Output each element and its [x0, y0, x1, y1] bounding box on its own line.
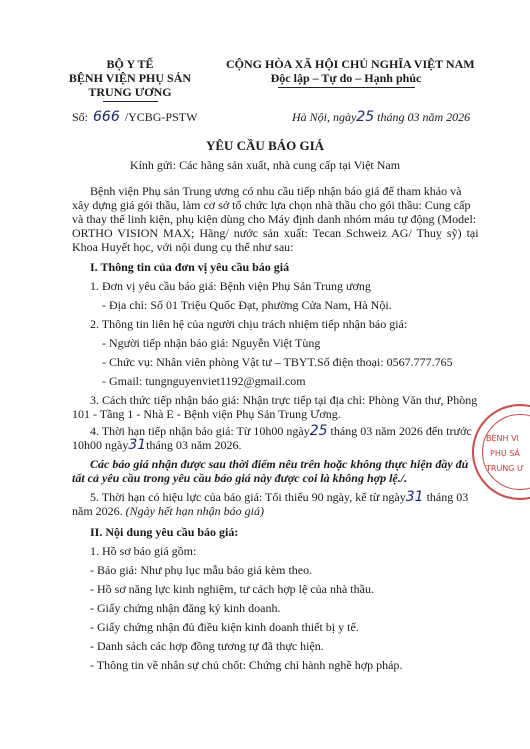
header-left-underline — [103, 101, 158, 102]
section1-item1: 1. Đơn vị yêu cầu báo giá: Bệnh viện Phụ Sản Trung ương — [90, 279, 371, 293]
hospital-name-line1: BỆNH VIỆN PHỤ SẢN — [68, 71, 192, 85]
stamp-text-line2: PHỤ SẢ — [490, 449, 520, 458]
section1-item3-line2: 101 - Tầng 1 - Nhà E - Bệnh viện Phụ Sản Trung Ương. — [72, 407, 341, 421]
handwritten-validity-day: 31 — [405, 489, 424, 505]
handwritten-end-day: 31 — [128, 437, 147, 453]
section2-heading: II. Nội dung yêu cầu báo giá: — [90, 525, 239, 539]
list-item: - Hồ sơ năng lực kinh nghiệm, tư cách hợp lệ của nhà thầu. — [90, 582, 374, 596]
warning-line-2: tất cả yêu cầu trong yêu cầu báo giá này được coi là không hợp lệ./. — [72, 471, 408, 485]
list-item: - Giấy chứng nhận đăng ký kinh doanh. — [90, 601, 281, 615]
document-date: Hà Nội, ngày25 tháng 03 năm 2026 — [292, 109, 471, 125]
section1-item5-line2: năm 2026. (Ngày hết hạn nhận báo giá) — [72, 504, 264, 518]
intro-line-2: xây dựng giá gói thầu, làm cơ sở tổ chức lựa chọn nhà thầu cho gói thầu: Cung cấp — [72, 198, 471, 212]
handwritten-doc-number: 666 — [93, 109, 120, 125]
header-right-underline — [278, 87, 415, 88]
section1-contact-person: - Người tiếp nhận báo giá: Nguyễn Việt Tùng — [102, 336, 321, 350]
addressee: Kính gửi: Các hãng sản xuất, nhà cung cấp tại Việt Nam — [129, 158, 401, 172]
list-item: - Thông tin về nhân sự chủ chốt: Chứng chỉ hành nghề hợp pháp. — [90, 658, 403, 672]
section1-contact-email: - Gmail: tungnguyenviet1192@gmail.com — [102, 374, 306, 388]
stamp-text-line1: BỆNH VI — [486, 434, 519, 443]
section2-item1: 1. Hồ sơ báo giá gồm: — [90, 544, 197, 558]
intro-line-4: ORTHO VISION MAX; Hãng/ nước sản xuất: Tecan Schweiz AG/ Thuỵ sỹ) tại — [72, 226, 479, 240]
national-motto: Độc lập – Tự do – Hạnh phúc — [270, 71, 422, 85]
section1-item5-line1: 5. Thời hạn có hiệu lực của báo giá: Tối thiểu 90 ngày, kể từ ngày31 tháng 03 — [90, 489, 469, 505]
handwritten-date-day: 25 — [356, 109, 375, 125]
section1-heading: I. Thông tin của đơn vị yêu cầu báo giá — [90, 260, 290, 274]
handwritten-start-day: 25 — [309, 423, 328, 439]
ministry-name: BỘ Y TẾ — [106, 57, 154, 71]
stamp-text-line3: TRUNG Ư — [486, 464, 524, 473]
section1-item1-address: - Địa chỉ: Số 01 Triệu Quốc Đạt, phường Cửa Nam, Hà Nội. — [102, 298, 392, 312]
section1-item4-line2: 10h00 ngày31tháng 03 năm 2026. — [72, 437, 242, 453]
list-item: - Giấy chứng nhận đủ điều kiện kinh doanh thiết bị y tế. — [90, 620, 359, 634]
section1-item3-line1: 3. Cách thức tiếp nhận báo giá: Nhận trực tiếp tại địa chỉ: Phòng Văn thư, Phòng — [90, 393, 478, 407]
intro-line-3: và thay thế linh kiện, phụ kiện dùng cho Máy định danh nhóm máu tự động (Model: — [72, 212, 477, 226]
hospital-seal-stamp — [472, 404, 530, 500]
intro-line-5: Khoa Huyết học, với nội dung cụ thể như sau: — [72, 240, 294, 254]
section1-item2: 2. Thông tin liên hệ của người chịu trách nhiệm tiếp nhận báo giá: — [90, 317, 408, 331]
document-title: YÊU CẦU BÁO GIÁ — [205, 138, 325, 153]
section1-item4-line1: 4. Thời hạn tiếp nhận báo giá: Từ 10h00 ngày25 tháng 03 năm 2026 đến trước — [90, 423, 472, 439]
document-number: Số: 666 /YCBG-PSTW — [72, 109, 198, 125]
list-item: - Danh sách các hợp đồng tương tự đã thực hiện. — [90, 639, 324, 653]
validity-note: (Ngày hết hạn nhận báo giá) — [125, 504, 264, 518]
hospital-name-line2: TRUNG ƯƠNG — [88, 85, 172, 99]
republic-name: CỘNG HÒA XÃ HỘI CHỦ NGHĨA VIỆT NAM — [226, 57, 475, 71]
intro-line-1: Bệnh viện Phụ sản Trung ương có nhu cầu tiếp nhận báo giá để tham khảo và — [90, 184, 462, 198]
list-item: - Báo giá: Như phụ lục mẫu báo giá kèm theo. — [90, 563, 313, 577]
warning-line-1: Các báo giá nhận được sau thời điểm nêu trên hoặc không thực hiện đầy đủ — [90, 457, 469, 471]
section1-contact-title: - Chức vụ: Nhân viên phòng Vật tư – TBYT.Số điện thoại: 0567.777.765 — [102, 355, 453, 369]
